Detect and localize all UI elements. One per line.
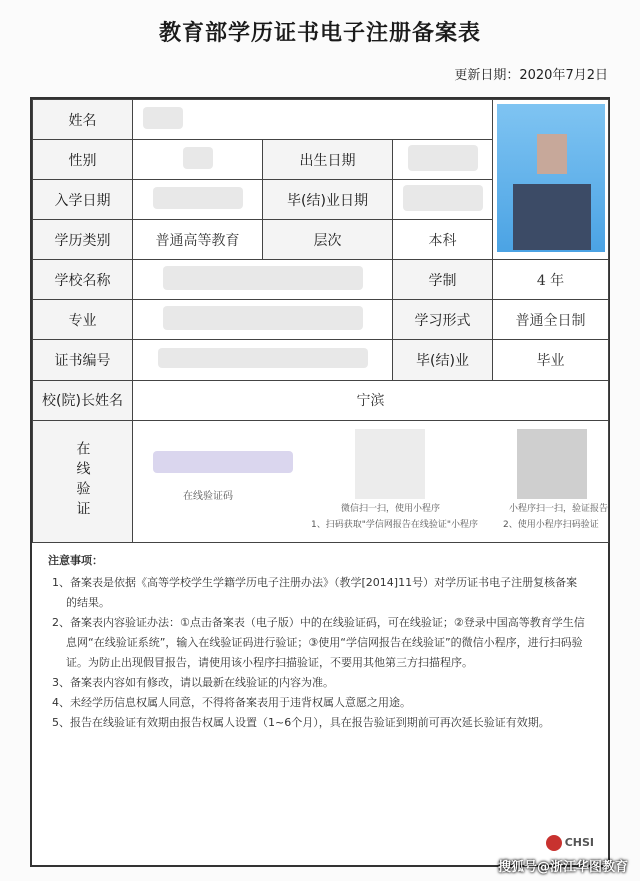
cert-no-label: 证书编号: [33, 340, 133, 380]
note-item: 2、备案表内容验证办法：①点击备案表（电子版）中的在线验证码，可在线验证；②登录中国高等教育学生信息网“在线验证系统”，输入在线验证码进行验证；③使用“学信网报告在线验证”的微信小程序，进行扫码验证。为防止出现假冒报告，请使用该小程序扫描验证，不要用其他第三方扫描程序。: [52, 616, 585, 669]
grad-value: 毕业: [493, 340, 609, 380]
school-value: [133, 260, 393, 300]
enroll-value: [133, 180, 263, 220]
major-value: [133, 300, 393, 340]
mini-caption: 小程序扫一扫，验证报告: [509, 503, 609, 514]
notes-heading: 注意事项：: [48, 554, 103, 567]
study-form-value: 普通全日制: [493, 300, 609, 340]
id-photo: [497, 104, 605, 252]
note-item: 1、备案表是依据《高等学校学生学籍学历电子注册办法》（教学[2014]11号）对学历证书电子注册复核备案的结果。: [52, 576, 578, 609]
grad-date-value: [393, 180, 493, 220]
photo-head: [537, 134, 567, 174]
wechat-qr-code: [355, 429, 425, 499]
level-label: 层次: [263, 220, 393, 260]
note-item: 3、备案表内容如有修改，请以最新在线验证的内容为准。: [52, 676, 334, 689]
verify-code-blur: [153, 451, 293, 473]
photo-cell: [493, 100, 609, 260]
gender-value: [133, 140, 263, 180]
record-table: [32, 99, 609, 543]
edu-type-label: 学历类别: [33, 220, 133, 260]
note-item: 4、未经学历信息权属人同意，不得将备案表用于违背权属人意愿之用途。: [52, 696, 411, 709]
birth-value: [393, 140, 493, 180]
verify-step1: 1、扫码获取"学信网报告在线验证"小程序: [311, 519, 479, 530]
cert-no-value: [133, 340, 393, 380]
enroll-label: 入学日期: [33, 180, 133, 220]
president-label: 校(院)长姓名: [33, 380, 133, 420]
page-title: 教育部学历证书电子注册备案表: [158, 21, 481, 46]
online-verify-area: [133, 420, 609, 542]
chsi-logo: [546, 835, 594, 851]
edu-type-value: 普通高等教育: [133, 220, 263, 260]
watermark: 搜狐号@浙江华图教育: [497, 860, 628, 875]
grad-label: 毕(结)业: [393, 340, 493, 380]
notes-section: [48, 551, 588, 733]
verify-code-caption[interactable]: 在线验证码: [183, 490, 233, 502]
study-form-label: 学习形式: [393, 300, 493, 340]
note-item: 5、报告在线验证有效期由报告权属人设置（1~6个月），具在报告验证到期前可再次延长验证有效期。: [52, 716, 550, 729]
name-value: [133, 100, 493, 140]
update-date: 更新日期：2020年7月2日: [454, 68, 608, 83]
mini-program-qr-code: [517, 429, 587, 499]
online-verify-label: [33, 420, 133, 542]
photo-body: [513, 184, 591, 250]
gender-label: 性别: [33, 140, 133, 180]
grad-date-label: 毕(结)业日期: [263, 180, 393, 220]
name-label: 姓名: [33, 100, 133, 140]
level-value: 本科: [393, 220, 493, 260]
duration-label: 学制: [393, 260, 493, 300]
major-label: 专业: [33, 300, 133, 340]
chsi-logo-icon: [546, 835, 562, 851]
wechat-caption: 微信扫一扫，使用小程序: [341, 503, 441, 514]
verify-step2: 2、使用小程序扫码验证: [503, 519, 599, 530]
birth-label: 出生日期: [263, 140, 393, 180]
duration-value: 4 年: [493, 260, 609, 300]
online-verify-text: 在线验证: [74, 441, 91, 522]
president-value: 宁滨: [133, 380, 609, 420]
record-sheet: [30, 97, 610, 867]
school-label: 学校名称: [33, 260, 133, 300]
chsi-logo-text: CHSI: [564, 836, 594, 849]
